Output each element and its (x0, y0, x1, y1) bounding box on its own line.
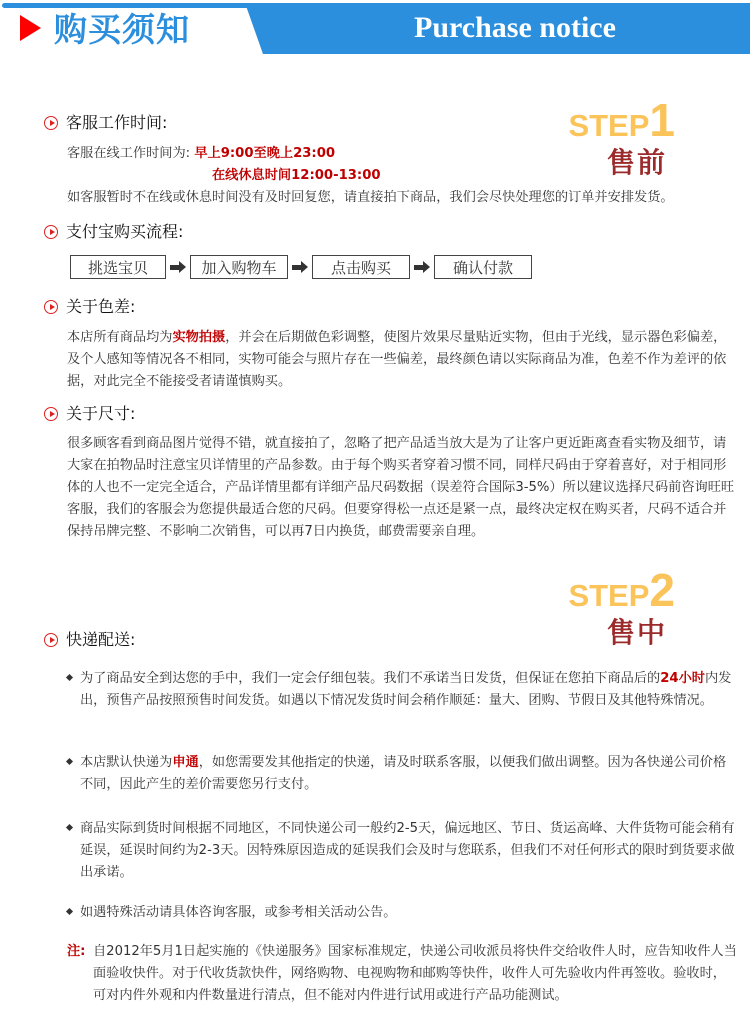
step-label: 售前 (606, 146, 667, 179)
break-time-value: 在线休息时间12:00-13:00 (212, 168, 381, 183)
section-heading: 客服工作时间: (66, 113, 168, 132)
step-word: STEP (568, 108, 650, 143)
delivery-bullet (67, 668, 737, 712)
text-span: 内发出，预售产品按照预售时间发货。如遇以下情况发货时间会稍作顺延：量大、团购、节假日及其他特殊情况。 (80, 671, 732, 708)
section-title-delivery (44, 630, 135, 650)
page-title-en: Purchase notice (414, 11, 616, 44)
section-heading: 快递配送: (66, 630, 136, 649)
section-title-color-diff (44, 297, 135, 317)
text-span: 本店默认快递为 (80, 755, 173, 770)
note-text: 自2012年5月1日起实施的《快递服务》国家标准规定，快递公司收派员将快件交给收件人时，应告知收件人当面验收快件。对于代收货款快件，网络购物、电视购物和邮购等快件，收件人可先验收内件再签收。验收时，可对内件外观和内件数量进行清点，但不能对内件进行试用或进行产品功能测试。 (93, 944, 737, 1003)
flow-step-add-to-cart: 加入购物车 (190, 255, 288, 279)
section-title-alipay-flow (44, 222, 183, 242)
bullet-diamond-icon (66, 908, 73, 915)
circle-arrow-icon (44, 225, 58, 239)
hours-label: 客服在线工作时间为: (67, 146, 191, 161)
text-span: ，并会在后期做色彩调整，使图片效果尽量贴近实物，但由于光线，显示器色彩偏差，及个人感知等情况各不相同，实物可能会与照片存在一些偏差，最终颜色请以实际商品为准，色差不作为差评的依据，对此完全不能接受者请谨慎购买。 (67, 330, 727, 389)
section-heading: 支付宝购买流程: (66, 222, 184, 241)
play-triangle-icon (20, 15, 41, 41)
text-span: 本店所有商品均为 (67, 330, 173, 345)
text-span: 商品实际到货时间根据不同地区，不同快递公司一般约2-5天，偏远地区、节日、货运高峰、大件货物可能会稍有延误，延误时间约为2-3天。因特殊原因造成的延误我们会及时与您联系，但我们不对任何形式的限时到货要求做出承诺。 (80, 821, 735, 880)
step-label: 售中 (606, 616, 667, 649)
page-header (0, 0, 750, 56)
section-title-size (44, 404, 135, 424)
circle-arrow-icon (44, 407, 58, 421)
purchase-flow (70, 255, 532, 279)
step-number: 2 (649, 564, 675, 616)
hours-value: 早上9:00至晚上23:00 (194, 146, 336, 161)
service-hours-text (67, 143, 737, 209)
page-title-cn: 购买须知 (54, 10, 190, 49)
delivery-bullet (67, 818, 737, 884)
right-arrow-icon (166, 255, 190, 279)
size-text: 很多顾客看到商品图片觉得不错，就直接拍了，忽略了把产品适当放大是为了让客户更近距离查看实物及细节，请大家在拍物品时注意宝贝详情里的产品参数。由于每个购买者穿着习惯不同，同样尺码由于穿着喜好，对于相同形体的人也不一定完全适合，产品详情里都有详细产品尺码数据（误差符合国际3-5%）所以建议选择尺码前咨询旺旺客服，我们的客服会为您提供最适合您的尺码。但要穿得松一点还是紧一点，最终决定权在购买者，尺码不适合并保持吊牌完整、不影响二次销售，可以再7日内换货，邮费需要亲自理。 (67, 436, 735, 539)
text-span: 如遇特殊活动请具体咨询客服，或参考相关活动公告。 (80, 905, 397, 920)
step-2-badge (540, 564, 675, 650)
bullet-diamond-icon (66, 758, 73, 765)
offline-note: 如客服暂时不在线或休息时间没有及时回复您，请直接拍下商品，我们会尽快处理您的订单并安排发货。 (67, 190, 674, 205)
flow-step-pay: 确认付款 (434, 255, 532, 279)
highlight-text: 申通 (172, 755, 199, 770)
section-heading: 关于色差: (66, 297, 136, 316)
highlight-text: 24小时 (660, 671, 705, 686)
delivery-note (67, 941, 737, 1007)
bullet-diamond-icon (66, 824, 73, 831)
delivery-bullet (67, 902, 737, 924)
text-span: 为了商品安全到达您的手中，我们一定会仔细包装。我们不承诺当日发货，但保证在您拍下商品后的 (80, 671, 661, 686)
flow-step-buy: 点击购买 (312, 255, 410, 279)
step-number: 1 (649, 94, 675, 146)
highlight-text: 实物拍摄 (172, 330, 226, 345)
color-diff-text (67, 327, 737, 393)
circle-arrow-icon (44, 300, 58, 314)
right-arrow-icon (288, 255, 312, 279)
section-heading: 关于尺寸: (66, 404, 136, 423)
text-span: ，如您需要发其他指定的快递，请及时联系客服，以便我们做出调整。因为各快递公司价格不同，因此产生的差价需要您另行支付。 (80, 755, 727, 792)
flow-step-select: 挑选宝贝 (70, 255, 166, 279)
circle-arrow-icon (44, 116, 58, 130)
note-label: 注: (67, 944, 86, 959)
delivery-bullet (67, 752, 737, 796)
right-arrow-icon (410, 255, 434, 279)
section-title-service-hours (44, 113, 167, 133)
bullet-diamond-icon (66, 674, 73, 681)
step-word: STEP (568, 578, 650, 613)
circle-arrow-icon (44, 633, 58, 647)
